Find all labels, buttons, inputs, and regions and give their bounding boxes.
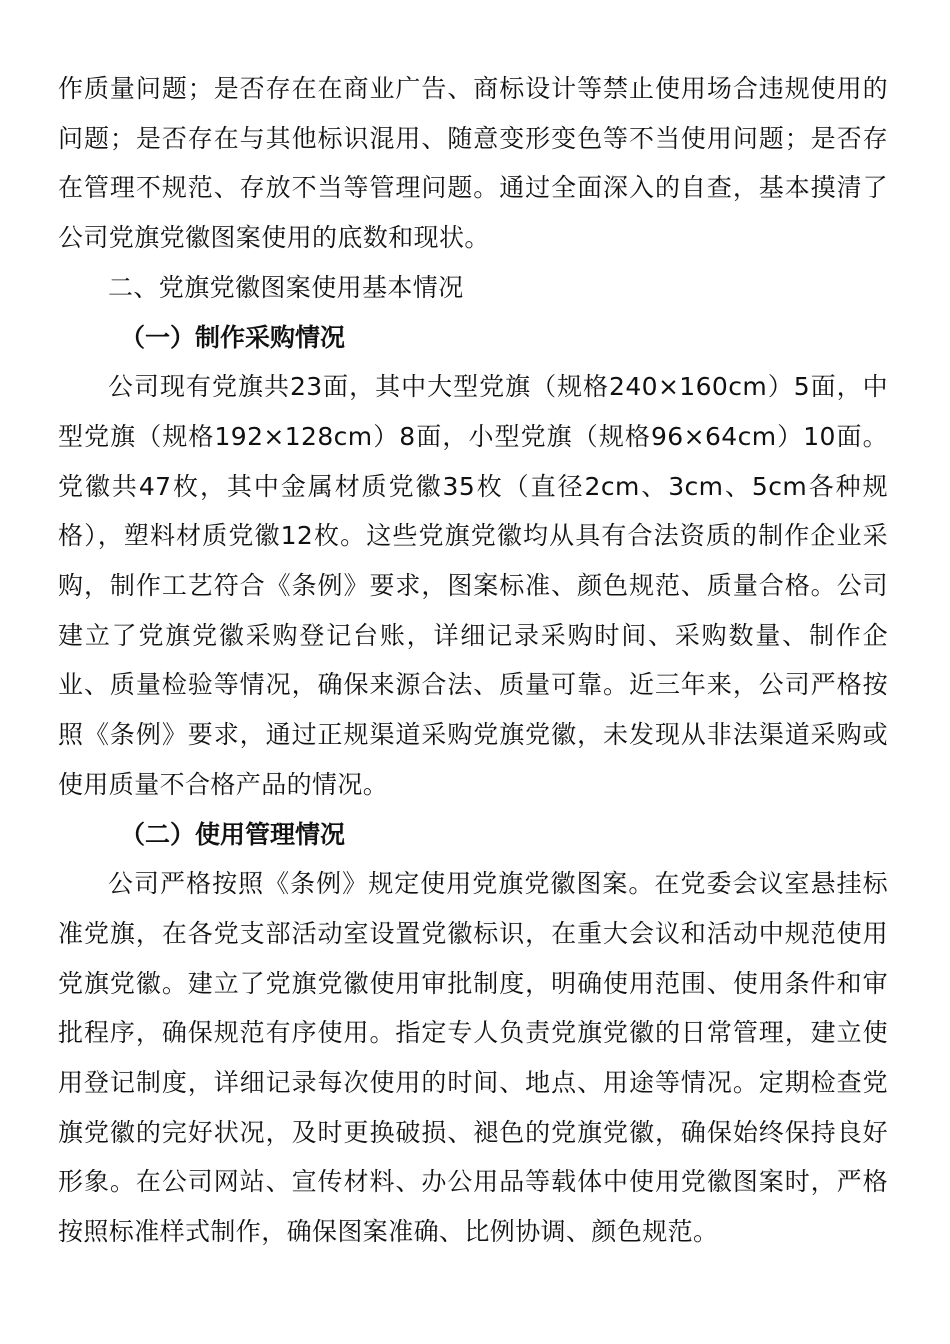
- section-heading: 二、党旗党徽图案使用基本情况: [108, 272, 464, 302]
- subheading-purchase: （一）制作采购情况: [120, 322, 346, 352]
- body-paragraph-purchase: 公司现有党旗共23面，其中大型党旗（规格240×160cm）5面，中型党旗（规格192×128cm）8面，小型党旗（规格96×64cm）10面。党徽共47枚，其中金属材质党徽35枚（直径2cm、3cm、5cm各种规格），塑料材质党徽12枚。这些党旗党徽均从具有合法资质的制作企业采购，制作工艺符合《条例》要求，图案标准、颜色规范、质量合格。公司建立了党旗党徽采购登记台账，详细记录采购时间、采购数量、制作企业、质量检验等情况，确保来源合法、质量可靠。近三年来，公司严格按照《条例》要求，通过正规渠道采购党旗党徽，未发现从非法渠道采购或使用质量不合格产品的情况。: [58, 372, 888, 799]
- body-paragraph-continuation: 作质量问题；是否存在在商业广告、商标设计等禁止使用场合违规使用的问题；是否存在与其他标识混用、随意变形变色等不当使用问题；是否存在管理不规范、存放不当等管理问题。通过全面深入的自查，基本摸清了公司党旗党徽图案使用的底数和现状。: [58, 74, 888, 253]
- document-body: [58, 64, 888, 1257]
- subheading-usage: （二）使用管理情况: [120, 819, 346, 849]
- body-paragraph-usage: 公司严格按照《条例》规定使用党旗党徽图案。在党委会议室悬挂标准党旗，在各党支部活动室设置党徽标识，在重大会议和活动中规范使用党旗党徽。建立了党旗党徽使用审批制度，明确使用范围、使用条件和审批程序，确保规范有序使用。指定专人负责党旗党徽的日常管理，建立使用登记制度，详细记录每次使用的时间、地点、用途等情况。定期检查党旗党徽的完好状况，及时更换破损、褪色的党旗党徽，确保始终保持良好形象。在公司网站、宣传材料、办公用品等载体中使用党徽图案时，严格按照标准样式制作，确保图案准确、比例协调、颜色规范。: [58, 869, 888, 1247]
